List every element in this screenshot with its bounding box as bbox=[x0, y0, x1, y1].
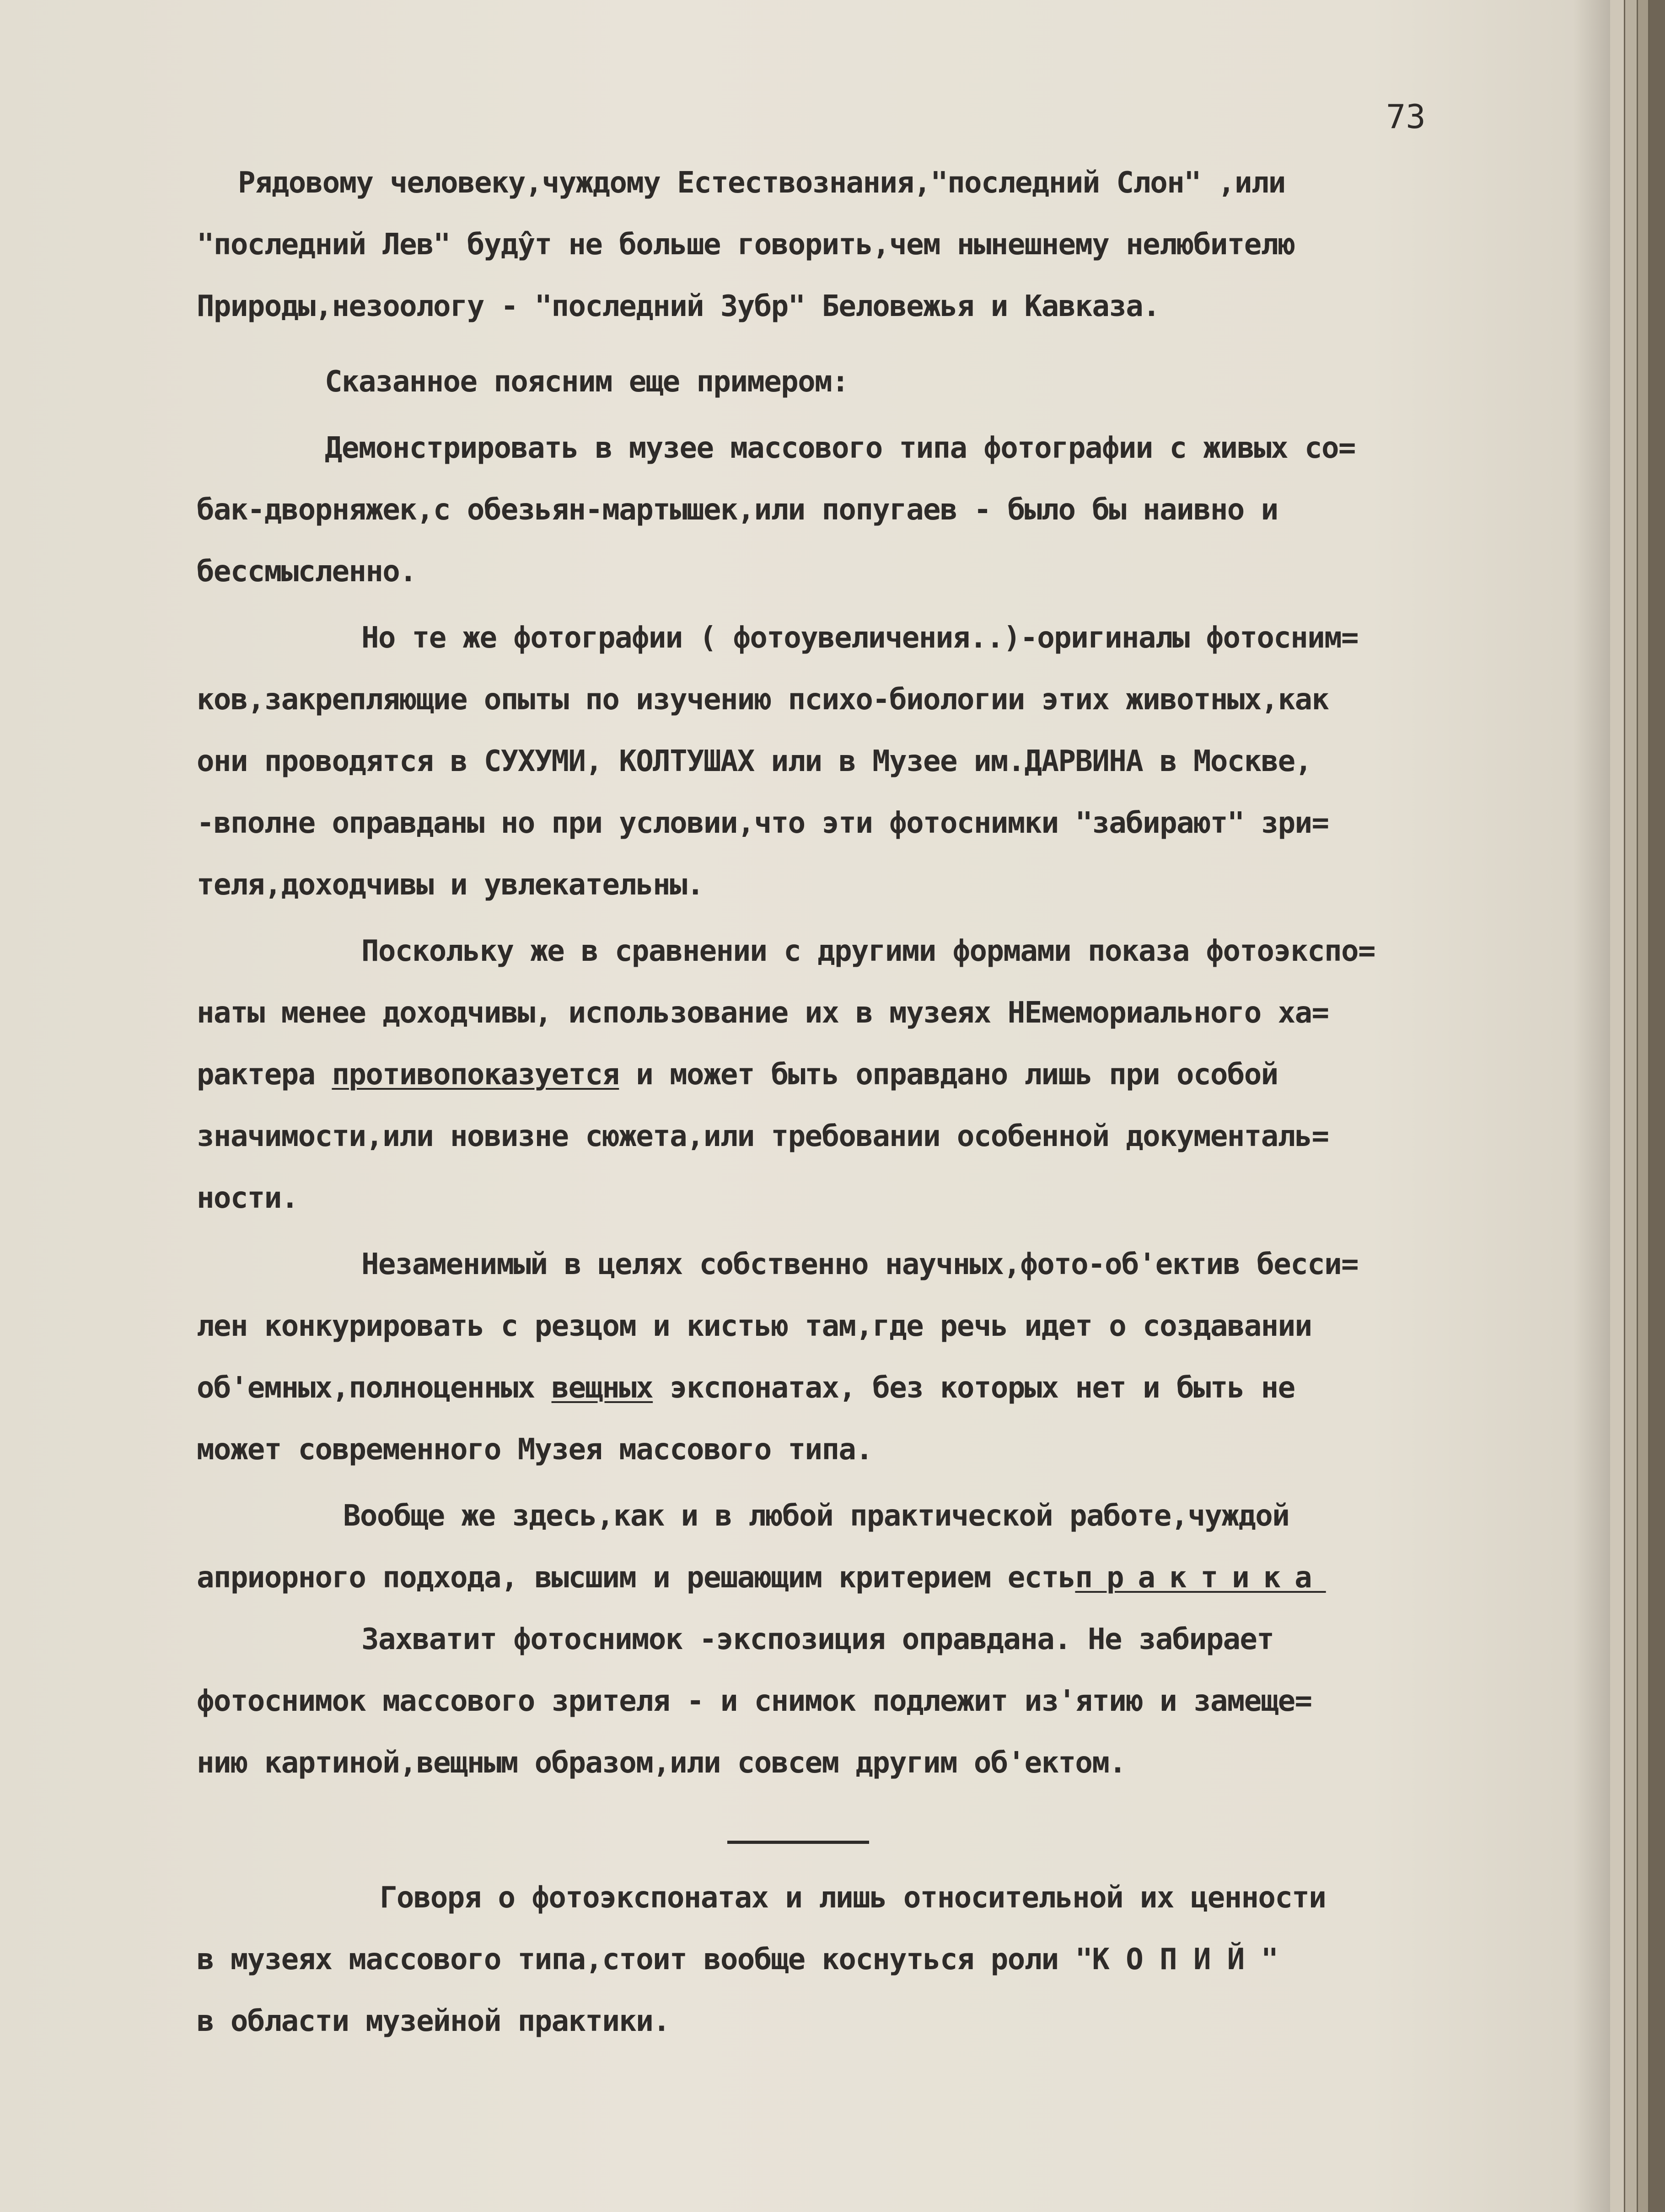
text-line: фотоснимок массового зрителя - и снимок подлежит из'ятию и замеще= bbox=[197, 1684, 1312, 1718]
spaced-underlined-word: практика bbox=[1075, 1561, 1326, 1595]
text-segment: рактера bbox=[197, 1058, 332, 1092]
text-line: бессмысленно. bbox=[197, 555, 417, 589]
text-line: Но те же фотографии ( фотоувеличения..)-оригиналы фотосним= bbox=[361, 621, 1358, 655]
text-line: нию картиной,вещным образом,или совсем другим об'ектом. bbox=[197, 1746, 1126, 1780]
text-line bbox=[197, 1056, 1278, 1093]
text-line: теля,доходчивы и увлекательны. bbox=[197, 868, 704, 902]
text-line: может современного Музея массового типа. bbox=[197, 1433, 873, 1467]
text-line: в области музейной практики. bbox=[197, 2004, 670, 2038]
binding-edge bbox=[1649, 0, 1665, 2212]
text-line: Захватит фотоснимок -экспозиция оправдана. Не забирает bbox=[361, 1623, 1274, 1656]
text-line: наты менее доходчивы, использование их в музеях НЕмемориального ха= bbox=[197, 996, 1329, 1030]
text-line: "последний Лев" буду̂т не больше говорить,чем нынешнему нелюбителю bbox=[197, 228, 1295, 262]
text-line: Сказанное поясним еще примером: bbox=[325, 365, 849, 399]
text-line: лен конкурировать с резцом и кистью там,где речь идет о создавании bbox=[197, 1309, 1312, 1343]
text-line: Рядовому человеку,чуждому Естествознания,"последний Слон" ,или bbox=[238, 166, 1285, 200]
page-edge bbox=[1610, 0, 1625, 2212]
text-line: значимости,или новизне сюжета,или требовании особенной документаль= bbox=[197, 1119, 1329, 1153]
text-segment: априорного подхода, высшим и решающим критерием есть bbox=[197, 1561, 1075, 1595]
text-line: ности. bbox=[197, 1181, 298, 1215]
text-line: Демонстрировать в музее массового типа фотографии с живых со= bbox=[325, 431, 1355, 465]
text-line: Вообще же здесь,как и в любой практической работе,чуждой bbox=[343, 1499, 1289, 1533]
text-line bbox=[197, 1370, 1295, 1406]
page-edge bbox=[1625, 0, 1638, 2212]
page-edge bbox=[1638, 0, 1649, 2212]
page-number: 73 bbox=[1386, 97, 1426, 136]
text-line: Говоря о фотоэкспонатах и лишь относительной их ценности bbox=[380, 1881, 1326, 1915]
text-line: Поскольку же в сравнении с другими формами показа фотоэкспо= bbox=[361, 934, 1375, 968]
text-segment: и может быть оправдано лишь при особой bbox=[619, 1058, 1278, 1092]
underlined-word: противопоказуется bbox=[332, 1058, 619, 1092]
text-line: Незаменимый в целях собственно научных,фото-об'ектив бесси= bbox=[361, 1248, 1358, 1281]
binding-shadow bbox=[1574, 0, 1610, 2212]
text-line bbox=[197, 1559, 1326, 1596]
section-divider bbox=[727, 1841, 869, 1844]
text-line: -вполне оправданы но при условии,что эти фотоснимки "забирают" зри= bbox=[197, 806, 1329, 840]
underlined-word: вещных bbox=[551, 1371, 653, 1405]
text-line: они проводятся в СУХУМИ, КОЛТУШАХ или в Музее им.ДАРВИНА в Москве, bbox=[197, 744, 1312, 778]
text-segment: экспонатах, без которых нет и быть не bbox=[653, 1371, 1295, 1405]
text-line: бак-дворняжек,с обезьян-мартышек,или попугаев - было бы наивно и bbox=[197, 493, 1278, 527]
text-line: Природы,незоологу - "последний Зубр" Беловежья и Кавказа. bbox=[197, 289, 1160, 323]
text-line: в музеях массового типа,стоит вообще коснуться роли "К О П И Й " bbox=[197, 1943, 1278, 1976]
text-line: ков,закрепляющие опыты по изучению психо-биологии этих животных,как bbox=[197, 683, 1329, 717]
text-segment: об'емных,полноценных bbox=[197, 1371, 552, 1405]
